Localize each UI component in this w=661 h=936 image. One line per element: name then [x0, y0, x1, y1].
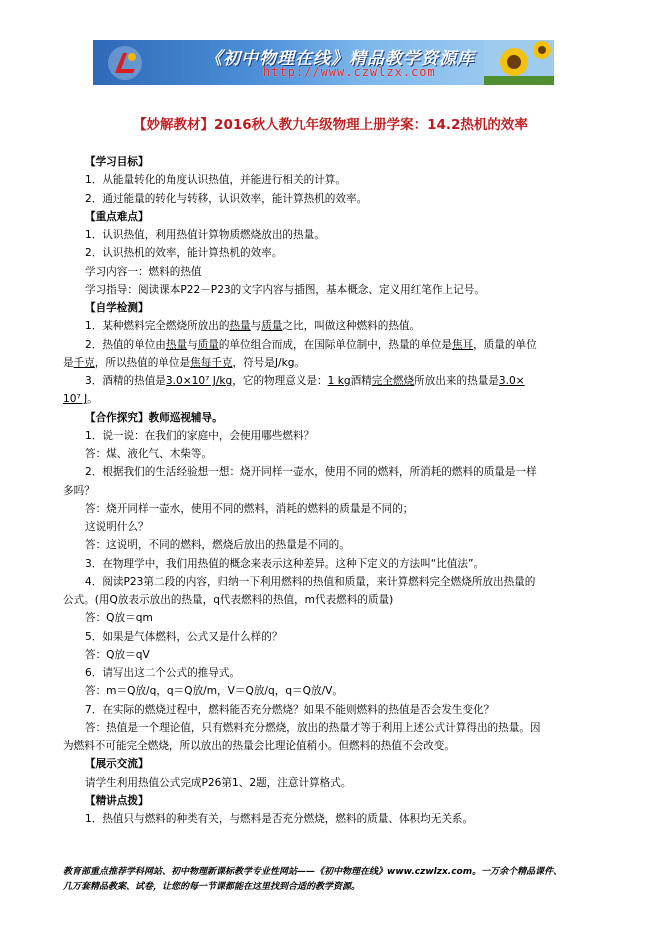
- page-footer: [63, 865, 603, 895]
- text-line: 多吗？: [63, 484, 95, 497]
- banner-url[interactable]: http://www.czwlzx.com: [263, 65, 436, 79]
- text-line: 答：m＝Q放/q，q＝Q放/m，V＝Q放/q，q＝Q放/V。: [85, 685, 343, 698]
- text-line: 请学生利用热值公式完成P26第1、2题，注意计算格式。: [85, 776, 352, 789]
- text-line: 学习指导：阅读课本P22－P23的文字内容与插图，基本概念、定义用红笔作上记号。: [85, 283, 485, 296]
- text-line: 答：烧开同样一壶水，使用不同的燃料，消耗的燃料的质量是不同的；: [85, 502, 414, 515]
- text-line: 1．从能量转化的角度认识热值，并能进行相关的计算。: [85, 174, 346, 187]
- text-line: 2．认识热机的效率，能计算热机的效率。: [85, 247, 283, 260]
- text-line: 答：煤、液化气、木柴等。: [85, 448, 213, 460]
- text-line: 公式。(用Q放表示放出的热量，q代表燃料的热值，m代表燃料的质量): [63, 594, 394, 606]
- text-line: 答：Q放＝qV: [85, 648, 150, 661]
- text-line: 3．酒精的热值是3.0×10⁷ J/kg，它的物理意义是：1 kg酒精完全燃烧所放出来的热量是3.0×: [85, 375, 525, 387]
- section-heading-cooperation: 【合作探究】教师巡视辅导。: [85, 411, 223, 424]
- footer-line: 几万套精品教案、试卷，让您的每一节课都能在这里找到合适的教学资源。: [63, 882, 361, 892]
- text-line: 10⁷ J。: [63, 393, 98, 406]
- text-line: 6．请写出这二个公式的推导式。: [85, 667, 241, 679]
- site-logo-icon: [107, 45, 143, 81]
- section-heading-self-check: 【自学检测】: [85, 302, 149, 314]
- section-heading-key-points: 【重点难点】: [85, 210, 149, 223]
- text-line: 学习内容一：燃料的热值: [85, 265, 202, 278]
- section-heading-show: 【展示交流】: [85, 758, 149, 771]
- text-line: 答：这说明，不同的燃料，燃烧后放出的热量是不同的。: [85, 539, 350, 552]
- text-line: 答：热值是一个理论值，只有燃料充分燃烧，放出的热量才等于利用上述公式计算得出的热量。因: [85, 721, 541, 734]
- text-line: 2．根据我们的生活经验想一想：烧开同样一壶水，使用不同的燃料，所消耗的燃料的质量是一样: [85, 466, 537, 479]
- text-line: 5．如果是气体燃料，公式又是什么样的？: [85, 630, 283, 643]
- text-line: 1．说一说：在我们的家庭中，会使用哪些燃料？: [85, 429, 315, 442]
- section-heading-goals: 【学习目标】: [85, 156, 149, 168]
- text-line: 1．热值只与燃料的种类有关，与燃料是否充分燃烧，燃料的质量、体积均无关系。: [85, 813, 474, 825]
- text-line: 为燃料不可能完全燃烧，所以放出的热量会比理论值稍小。但燃料的热值不会改变。: [63, 740, 455, 752]
- text-line: 4．阅读P23第二段的内容，归纳一下利用燃料的热值和质量，来计算燃料完全燃烧所放出热量的: [85, 575, 536, 588]
- text-line: 1．认识热值，利用热值计算物质燃烧放出的热量。: [85, 229, 325, 241]
- document-title: 【妙解教材】2016秋人教九年级物理上册学案：14.2热机的效率: [133, 117, 528, 133]
- footer-line: 教育部重点推荐学科网站、初中物理新课标教学专业性网站——《初中物理在线》www.czwlzx.com。一万余个精品课件、: [63, 867, 563, 877]
- text-line: 是千克，所以热值的单位是焦每千克，符号是J/kg。: [63, 356, 306, 369]
- document-body: [63, 153, 603, 828]
- banner-title: 《初中物理在线》精品教学资源库: [205, 49, 475, 69]
- section-heading-explain: 【精讲点拨】: [85, 794, 149, 807]
- text-line: 这说明什么？: [85, 521, 149, 533]
- text-line: 1．某种燃料完全燃烧所放出的热量与质量之比，叫做这种燃料的热值。: [85, 320, 421, 333]
- sunflower-image: [484, 40, 554, 85]
- text-line: 答：Q放＝qm: [85, 612, 153, 625]
- text-line: 2．热值的单位由热量与质量的单位组合而成，在国际单位制中，热量的单位是焦耳，质量的单位: [85, 338, 537, 351]
- text-line: 2．通过能量的转化与转移，认识效率，能计算热机的效率。: [85, 192, 368, 205]
- text-line: 3．在物理学中，我们用热值的概念来表示这种差异。这种下定义的方法叫“比值法”。: [85, 557, 485, 570]
- site-banner: [93, 40, 554, 85]
- text-line: 7．在实际的燃烧过程中，燃料能否充分燃烧？如果不能则燃料的热值是否会发生变化？: [85, 703, 495, 716]
